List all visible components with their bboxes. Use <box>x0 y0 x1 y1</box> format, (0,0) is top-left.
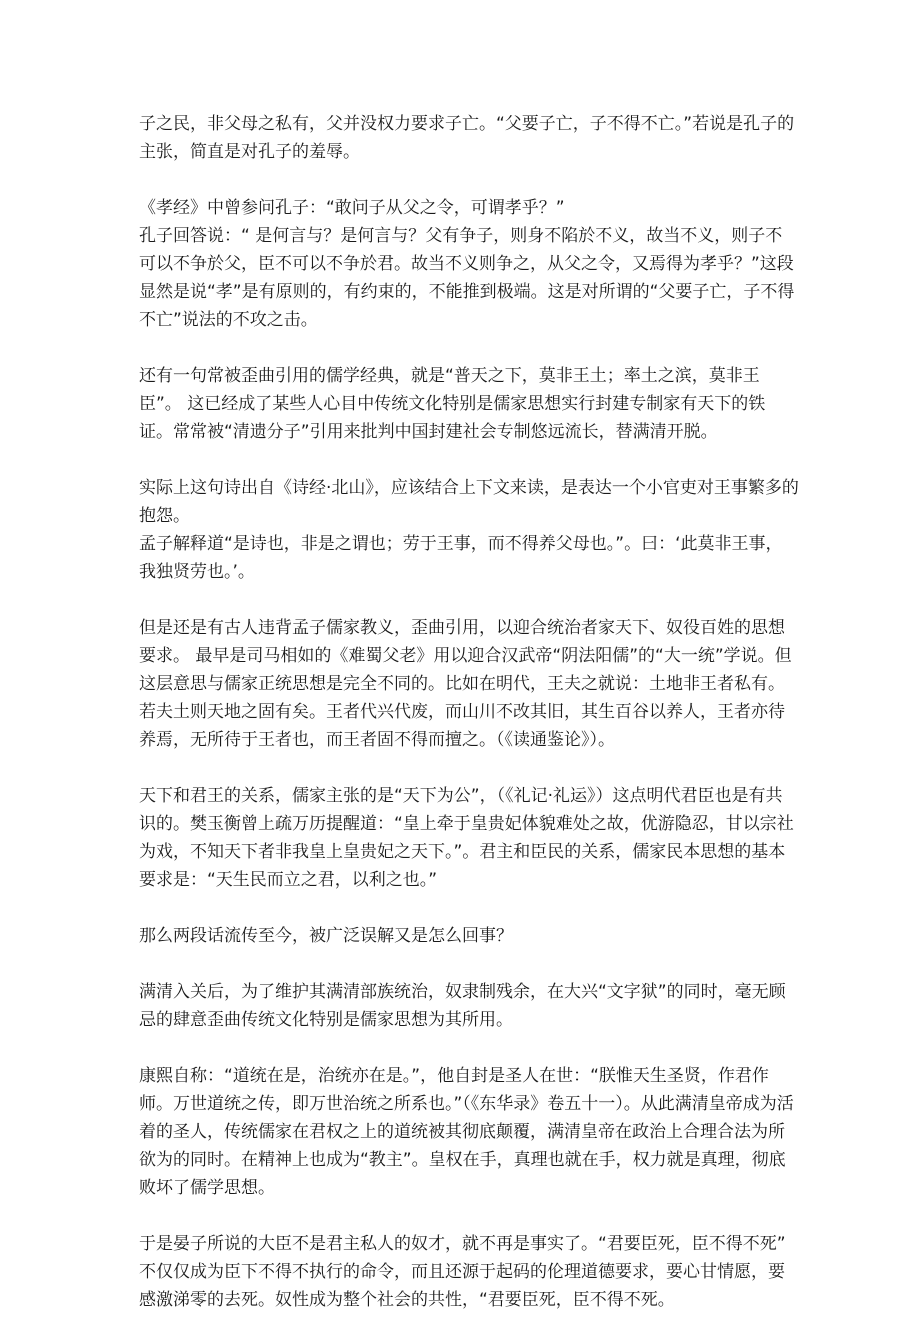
paragraph: 天下和君王的关系，儒家主张的是“天下为公”，（《礼记·礼运》）这点明代君臣也是有共识的。樊玉衡曾上疏万历提醒道：“皇上牵于皇贵妃体貌难处之故，优游隐忍，甘以宗社为戏，不知天下者非我皇上皇贵妃之天下。”。君主和臣民的关系，儒家民本思想的基本要求是：“天生民而立之君，以利之也。” <box>139 786 794 890</box>
paragraph: 孔子回答说：“ 是何言与？是何言与？父有争子，则身不陷於不义，故当不义，则子不可以不争於父，臣不可以不争於君。故当不义则争之，从父之令，又焉得为孝乎？”这段显然是说“孝”是有原则的，有约束的，不能推到极端。这是对所谓的“父要子亡，子不得不亡”说法的不攻之击。 <box>139 226 795 330</box>
paragraph: 那么两段话流传至今，被广泛误解又是怎么回事？ <box>139 926 513 946</box>
paragraph: 康熙自称：“道统在是，治统亦在是。”，他自封是圣人在世：“朕惟天生圣贤，作君作师。万世道统之传，即万世治统之所系也。”（《东华录》卷五十一）。从此满清皇帝成为活着的圣人，传统儒家在君权之上的道统被其彻底颠覆，满清皇帝在政治上合理合法为所欲为的同时。在精神上也成为“教主”。皇权在手，真理也就在手，权力就是真理，彻底败坏了儒学思想。 <box>139 1066 794 1198</box>
article-body <box>139 110 799 1342</box>
paragraph: 孟子解释道“是诗也，非是之谓也；劳于王事，而不得养父母也。”。曰：‘此莫非王事，我独贤劳也。’。 <box>139 534 783 582</box>
paragraph: 满清入关后，为了维护其满清部族统治，奴隶制残余，在大兴“文字狱”的同时，毫无顾忌的肆意歪曲传统文化特别是儒家思想为其所用。 <box>139 982 786 1030</box>
paragraph: 《孝经》中曾参问孔子：“敢问子从父之令，可谓孝乎？” <box>139 198 565 218</box>
paragraph: 于是晏子所说的大臣不是君主私人的奴才，就不再是事实了。“君要臣死，臣不得不死” 不仅仅成为臣下不得不执行的命令，而且还源于起码的伦理道德要求，要心甘情愿，要感激涕零的去死。奴性成为整个社会的共性，“君要臣死，臣不得不死。 <box>139 1234 792 1310</box>
paragraph: 子之民，非父母之私有，父并没权力要求子亡。“父要子亡，子不得不亡。”若说是孔子的主张，简直是对孔子的羞辱。 <box>139 114 795 162</box>
paragraph: 还有一句常被歪曲引用的儒学经典，就是“普天之下，莫非王土；率土之滨，莫非王臣”。 这已经成了某些人心目中传统文化特别是儒家思想实行封建专制家有天下的铁证。常常被“清遗分子”引用来批判中国封建社会专制悠远流长，替满清开脱。 <box>139 366 766 442</box>
paragraph: 但是还是有古人违背孟子儒家教义，歪曲引用，以迎合统治者家天下、奴役百姓的思想要求。 最早是司马相如的《难蜀父老》用以迎合汉武帝“阴法阳儒”的“大一统”学说。但这层意思与儒家正统思想是完全不同的。比如在明代，王夫之就说：土地非王者私有。若夫土则天地之固有矣。王者代兴代废，而山川不改其旧，其生百谷以养人，王者亦待养焉，无所待于王者也，而王者固不得而擅之。（《读通鉴论》）。 <box>139 618 792 750</box>
paragraph: 实际上这句诗出自《诗经·北山》，应该结合上下文来读，是表达一个小官吏对王事繁多的抱怨。 <box>139 478 799 526</box>
